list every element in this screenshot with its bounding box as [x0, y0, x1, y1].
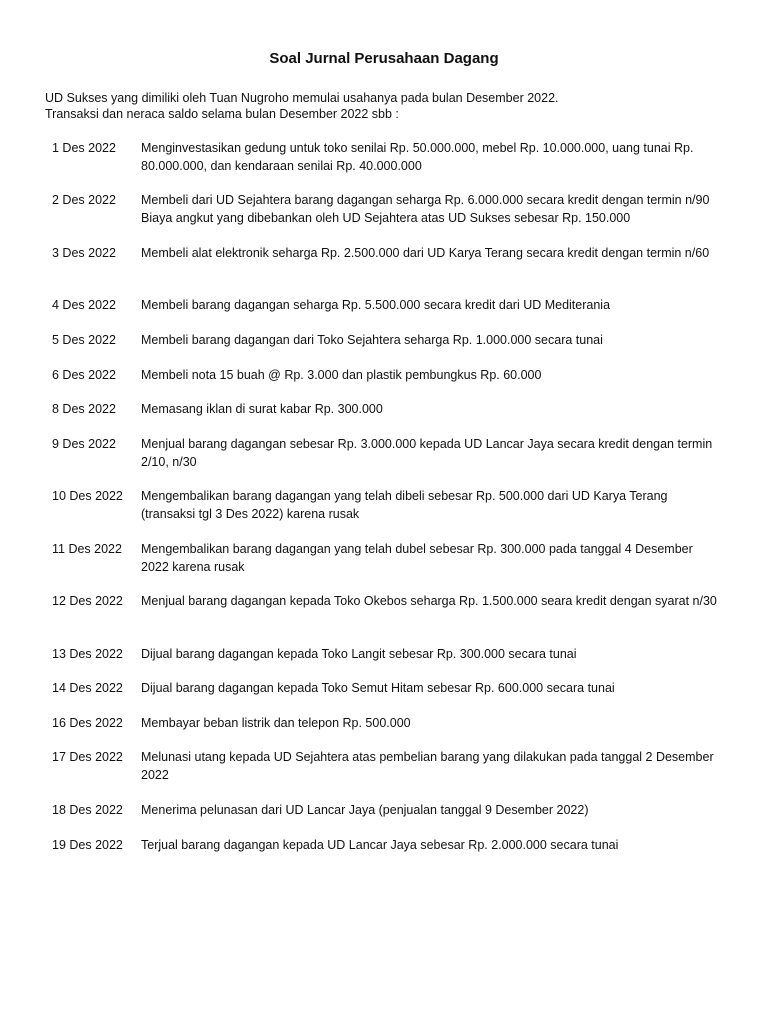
transaction-description: Mengembalikan barang dagangan yang telah dubel sebesar Rp. 300.000 pada tanggal 4 Desember 2022 karena rusak: [141, 542, 693, 574]
transaction-date: 16 Des 2022: [52, 716, 123, 730]
transaction-description: Menjual barang dagangan sebesar Rp. 3.000.000 kepada UD Lancar Jaya secara kredit dengan termin 2/10, n/30: [141, 437, 713, 469]
transaction-description: Menjual barang dagangan kepada Toko Okebos seharga Rp. 1.500.000 seara kredit dengan syarat n/30: [141, 594, 717, 608]
page-title: Soal Jurnal Perusahaan Dagang: [269, 50, 499, 67]
intro-paragraph: [45, 90, 725, 122]
intro-line: UD Sukses yang dimiliki oleh Tuan Nugroho memulai usahanya pada bulan Desember 2022.: [45, 91, 559, 105]
transaction-date: 12 Des 2022: [52, 594, 123, 608]
transaction-date: 13 Des 2022: [52, 647, 123, 661]
transaction-description: Menerima pelunasan dari UD Lancar Jaya (penjualan tanggal 9 Desember 2022): [141, 803, 589, 817]
transaction-date: 6 Des 2022: [52, 368, 116, 382]
transaction-description: Membeli alat elektronik seharga Rp. 2.500.000 dari UD Karya Terang secara kredit dengan termin n/60: [141, 246, 710, 260]
transaction-description: Memasang iklan di surat kabar Rp. 300.000: [141, 402, 383, 416]
transaction-description: Dijual barang dagangan kepada Toko Semut Hitam sebesar Rp. 600.000 secara tunai: [141, 681, 615, 695]
transaction-description: Membeli nota 15 buah @ Rp. 3.000 dan plastik pembungkus Rp. 60.000: [141, 368, 542, 382]
transaction-description: Terjual barang dagangan kepada UD Lancar Jaya sebesar Rp. 2.000.000 secara tunai: [141, 838, 619, 852]
transaction-description: Membeli barang dagangan seharga Rp. 5.500.000 secara kredit dari UD Mediterania: [141, 298, 611, 312]
transaction-description: Menginvestasikan gedung untuk toko senilai Rp. 50.000.000, mebel Rp. 10.000.000, uang tunai Rp. 80.000.000, dan kendaraan senilai Rp. 40.000.000: [141, 141, 694, 173]
transaction-description: Dijual barang dagangan kepada Toko Langit sebesar Rp. 300.000 secara tunai: [141, 647, 577, 661]
transaction-date: 2 Des 2022: [52, 193, 116, 207]
transaction-description: Membeli dari UD Sejahtera barang dagangan seharga Rp. 6.000.000 secara kredit dengan termin n/90 Biaya angkut yang dibebankan oleh UD Sejahtera atas UD Sukses sebesar Rp. 150.000: [141, 193, 710, 225]
transaction-description: Membeli barang dagangan dari Toko Sejahtera seharga Rp. 1.000.000 secara tunai: [141, 333, 603, 347]
transaction-date: 17 Des 2022: [52, 750, 123, 764]
transaction-date: 1 Des 2022: [52, 141, 116, 155]
transaction-date: 14 Des 2022: [52, 681, 123, 695]
intro-line: Transaksi dan neraca saldo selama bulan Desember 2022 sbb :: [45, 107, 399, 121]
transaction-date: 4 Des 2022: [52, 298, 116, 312]
transaction-date: 8 Des 2022: [52, 402, 116, 416]
transaction-description: Membayar beban listrik dan telepon Rp. 500.000: [141, 716, 411, 730]
transaction-description: Mengembalikan barang dagangan yang telah dibeli sebesar Rp. 500.000 dari UD Karya Terang (transaksi tgl 3 Des 2022) karena rusak: [141, 489, 668, 521]
transaction-description: Melunasi utang kepada UD Sejahtera atas pembelian barang yang dilakukan pada tanggal 2 Desember 2022: [141, 750, 714, 782]
transaction-date: 11 Des 2022: [52, 542, 122, 556]
transaction-date: 5 Des 2022: [52, 333, 116, 347]
transaction-date: 10 Des 2022: [52, 489, 123, 503]
transaction-date: 9 Des 2022: [52, 437, 116, 451]
transaction-date: 18 Des 2022: [52, 803, 123, 817]
transaction-date: 3 Des 2022: [52, 246, 116, 260]
transaction-date: 19 Des 2022: [52, 838, 123, 852]
